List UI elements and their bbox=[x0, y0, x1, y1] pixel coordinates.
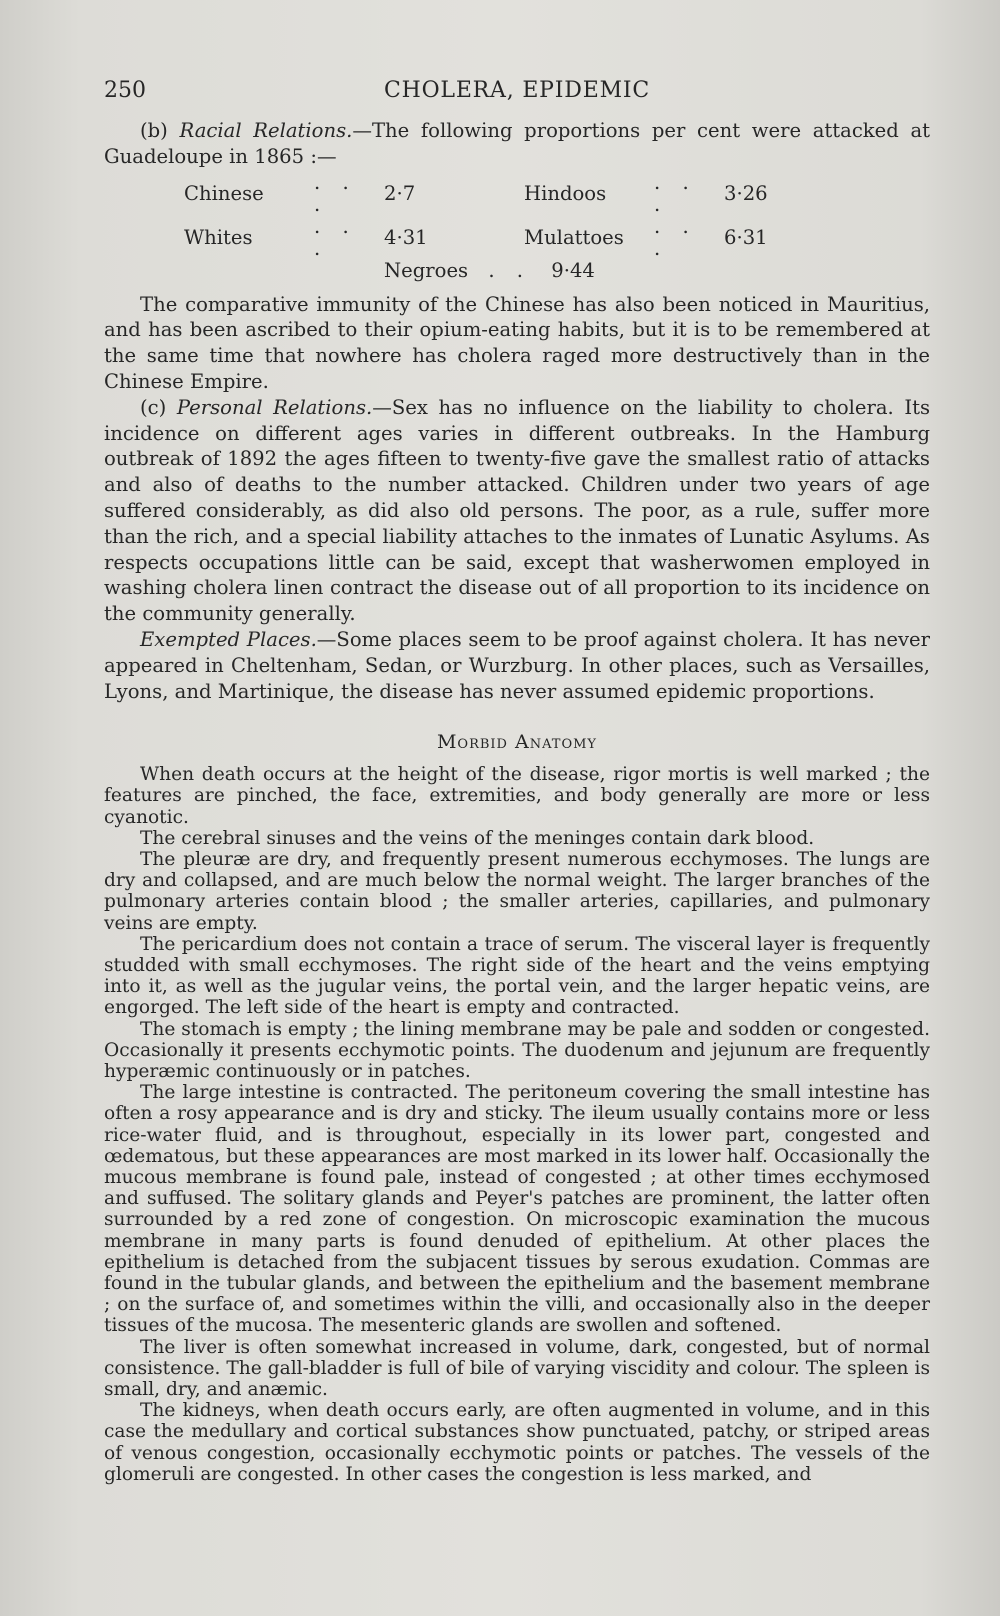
leader-dots: . . . bbox=[314, 170, 357, 216]
racial-intro: —The following proportions per cent were attacked at Guadeloupe in 1865 :— bbox=[104, 119, 931, 168]
race-name: Hindoos bbox=[524, 181, 607, 205]
leader-dots: . . . bbox=[654, 170, 697, 216]
page-header bbox=[104, 78, 930, 118]
race-value: 9·44 bbox=[551, 258, 595, 282]
body-paragraph: The pleuræ are dry, and frequently present numerous ecchymoses. The lungs are dry and collapsed, and are much below the normal weight. The larger branches of the pulmonary arteries contain blood ; the smaller arteries, capillaries, and pulmonary veins are empty. bbox=[104, 848, 930, 934]
leader-dots: . . . bbox=[654, 214, 697, 260]
personal-label: (c) bbox=[140, 395, 167, 419]
race-name: Whites bbox=[184, 225, 253, 249]
body-paragraph: When death occurs at the height of the disease, rigor mortis is well marked ; the features are pinched, the face, extremities, and body generally are more or less cyanotic. bbox=[104, 764, 930, 828]
body-paragraph: The pericardium does not contain a trace of serum. The visceral layer is frequently studded with small ecchymoses. The right side of the heart and the veins emptying into it, as well as the jugular veins, the portal vein, and the larger hepatic veins, are engorged. The left side of the heart is empty and contracted. bbox=[104, 933, 930, 1019]
race-value: 3·26 bbox=[724, 181, 768, 205]
morbid-anatomy-section bbox=[104, 764, 930, 1485]
body-paragraph: The large intestine is contracted. The peritoneum covering the small intestine has often a rosy appearance and is dry and sticky. The ileum usually contains more or less rice-water fluid, and is throughout, especially in its lower part, congested and œdematous, but these appearances are most marked in its lower half. Occasionally the mucous membrane is found pale, instead of congested ; at other times ecchymosed and suffused. The solitary glands and Peyer's patches are prominent, the latter often surrounded by a red zone of congestion. On microscopic examination the mucous membrane in many parts is found denuded of epithelium. At other places the epithelium is detached from the subjacent tissues by serous exudation. Commas are found in the tubular glands, and between the epithelium and the basement membrane ; on the surface of, and sometimes within the villi, and occasionally also in the deeper tissues of the mucosa. The mesenteric glands are swollen and softened. bbox=[104, 1082, 930, 1337]
race-name: Mulattoes bbox=[524, 225, 624, 249]
personal-text: —Sex has no influence on the liability to cholera. Its incidence on different ages varies in different outbreaks. In the Hamburg outbreak of 1892 the ages fifteen to twenty-five gave the smallest ratio of attacks and also of deaths to the number attacked. Children under two years of age suffered considerably, as did also old persons. The poor, as a rule, suffer more than the rich, and a special liability attaches to the inmates of Lunatic Asylums. As respects occupations little can be said, except that washerwomen employed in washing cholera linen contract the disease out of all proportion to its incidence on the community generally. bbox=[104, 395, 930, 626]
personal-title: Personal Relations. bbox=[176, 395, 373, 419]
racial-label: (b) bbox=[140, 119, 168, 142]
body-paragraph: The kidneys, when death occurs early, are often augmented in volume, and in this case the medullary and cortical substances show punctuated, patchy, or striped areas of venous congestion, occasionally ecchymotic points or patches. The vessels of the glomeruli are congested. In other cases the congestion is less marked, and bbox=[104, 1400, 930, 1485]
race-name: Chinese bbox=[184, 181, 264, 205]
morbid-anatomy-heading: Morbid Anatomy bbox=[436, 731, 598, 754]
race-value: 2·7 bbox=[384, 181, 416, 205]
immunity-paragraph: The comparative immunity of the Chinese has also been noticed in Mauritius, and has been ascribed to their opium-eating habits, but it is to be remembered at the same time that nowhere has cholera raged more destructively than in the Chinese Empire. bbox=[104, 292, 930, 393]
personal-relations-paragraph bbox=[104, 395, 930, 627]
body-paragraph: The liver is often somewhat increased in volume, dark, congested, but of normal consistence. The gall-bladder is full of bile of varying viscidity and colour. The spleen is small, dry, and anæmic. bbox=[104, 1336, 930, 1401]
racial-relations-paragraph bbox=[104, 118, 930, 170]
race-value: 4·31 bbox=[384, 225, 428, 249]
exempted-places-paragraph bbox=[104, 627, 930, 704]
leader-dots: . . . bbox=[314, 214, 357, 260]
exempted-text: —Some places seem to be proof against cholera. It has never appeared in Cheltenham, Sedan, or Wurzburg. In other places, such as Versailles, Lyons, and Martinique, the disease has never assumed epidemic proportions. bbox=[104, 627, 930, 703]
body-paragraph: The cerebral sinuses and the veins of the meninges contain dark blood. bbox=[140, 827, 815, 849]
section-heading bbox=[104, 730, 930, 756]
leader-dots: . . bbox=[488, 258, 532, 282]
page-number: 250 bbox=[104, 78, 146, 103]
attack-proportions-table bbox=[184, 172, 864, 260]
racial-title: Racial Relations. bbox=[179, 119, 353, 142]
table-row bbox=[184, 172, 864, 216]
body-paragraph: The stomach is empty ; the lining membrane may be pale and sodden or congested. Occasionally it presents ecchymotic points. The duodenum and jejunum are frequently hyperæmic continuously or in patches. bbox=[104, 1018, 930, 1082]
center-table-row bbox=[384, 260, 930, 282]
race-name: Negroes bbox=[384, 258, 469, 282]
running-head: CHOLERA, EPIDEMIC bbox=[383, 78, 651, 103]
page-content bbox=[104, 78, 930, 1485]
table-row bbox=[184, 216, 864, 260]
race-value: 6·31 bbox=[724, 225, 768, 249]
exempted-title: Exempted Places. bbox=[140, 627, 317, 651]
